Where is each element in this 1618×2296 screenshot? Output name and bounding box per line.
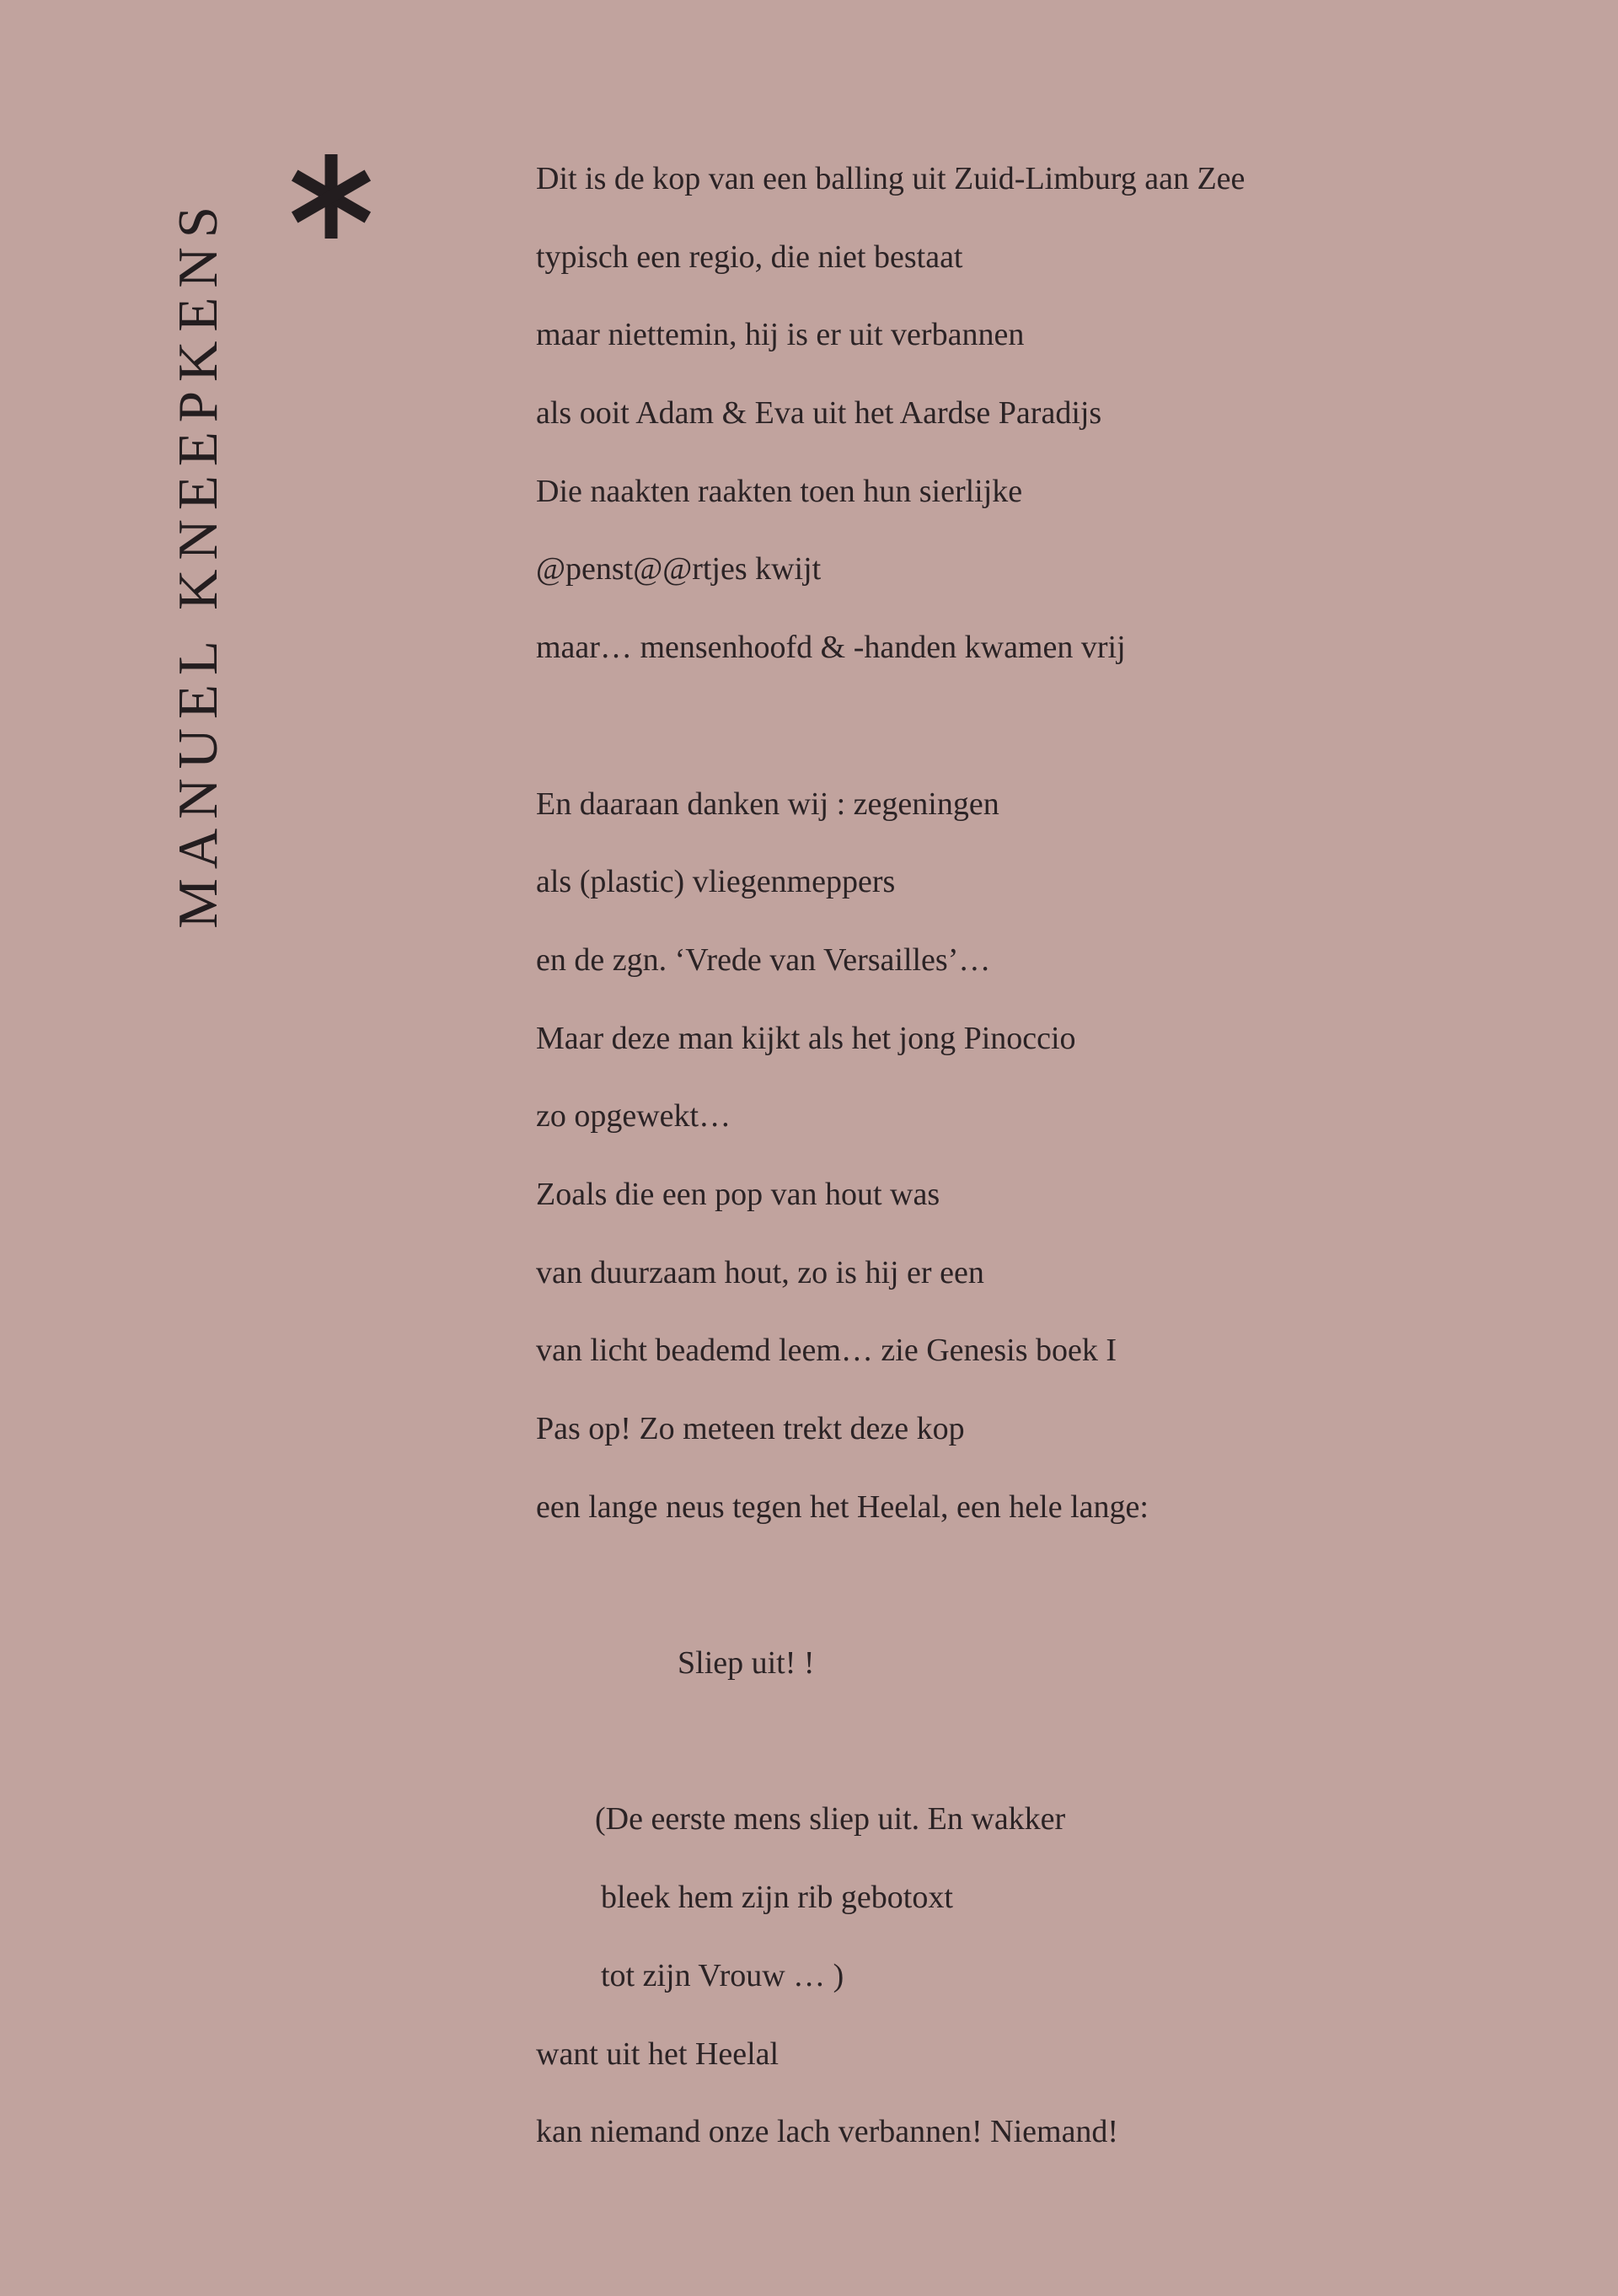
poem-line: Dit is de kop van een balling uit Zuid-Limburg aan Zee — [536, 161, 1246, 196]
poem-line: als (plastic) vliegenmeppers — [536, 864, 896, 900]
poem-line: typisch een regio, die niet bestaat — [536, 239, 963, 275]
stanza-break — [536, 687, 1530, 765]
poem-line: Maar deze man kijkt als het jong Pinoccio — [536, 1020, 1076, 1056]
poem-line: van licht beademd leem… zie Genesis boek I — [536, 1333, 1117, 1369]
poem-line: maar… mensenhoofd & -handen kwamen vrij — [536, 630, 1126, 666]
poem-line: maar niettemin, hij is er uit verbannen — [536, 317, 1025, 353]
poem-line: kan niemand onze lach verbannen! Niemand! — [536, 2114, 1119, 2150]
author-name — [154, 142, 242, 984]
poem-line: een lange neus tegen het Heelal, een hele lange: — [536, 1489, 1149, 1525]
poem-line: Pas op! Zo meteen trekt deze kop — [536, 1411, 965, 1446]
poem-line: van duurzaam hout, zo is hij er een — [536, 1254, 984, 1290]
author-name-text: MANUEL KNEEPKENS — [167, 197, 229, 929]
poem-line: als ooit Adam & Eva uit het Aardse Paradijs — [536, 395, 1102, 432]
poem-exclamation: Sliep uit! ! — [678, 1645, 815, 1682]
poem-line: tot zijn Vrouw … ) — [601, 1957, 844, 1993]
poem-line: (De eerste mens sliep uit. En wakker — [595, 1801, 1066, 1837]
poem-line: @penst@@rtjes kwijt — [536, 551, 822, 587]
poem — [536, 140, 1530, 2171]
poem-line: En daaraan danken wij : zegeningen — [536, 786, 999, 822]
stanza-break — [536, 1546, 1530, 1624]
poem-line: zo opgewekt… — [536, 1098, 731, 1135]
poem-line: en de zgn. ‘Vrede van Versailles’… — [536, 941, 991, 978]
asterisk-icon — [287, 152, 376, 241]
poem-line: Die naakten raakten toen hun sierlijke — [536, 473, 1023, 509]
poem-line: Zoals die een pop van hout was — [536, 1176, 940, 1212]
poem-line: want uit het Heelal — [536, 2036, 780, 2072]
stanza-break — [536, 1703, 1530, 1781]
poem-line: bleek hem zijn rib gebotoxt — [601, 1880, 953, 1916]
